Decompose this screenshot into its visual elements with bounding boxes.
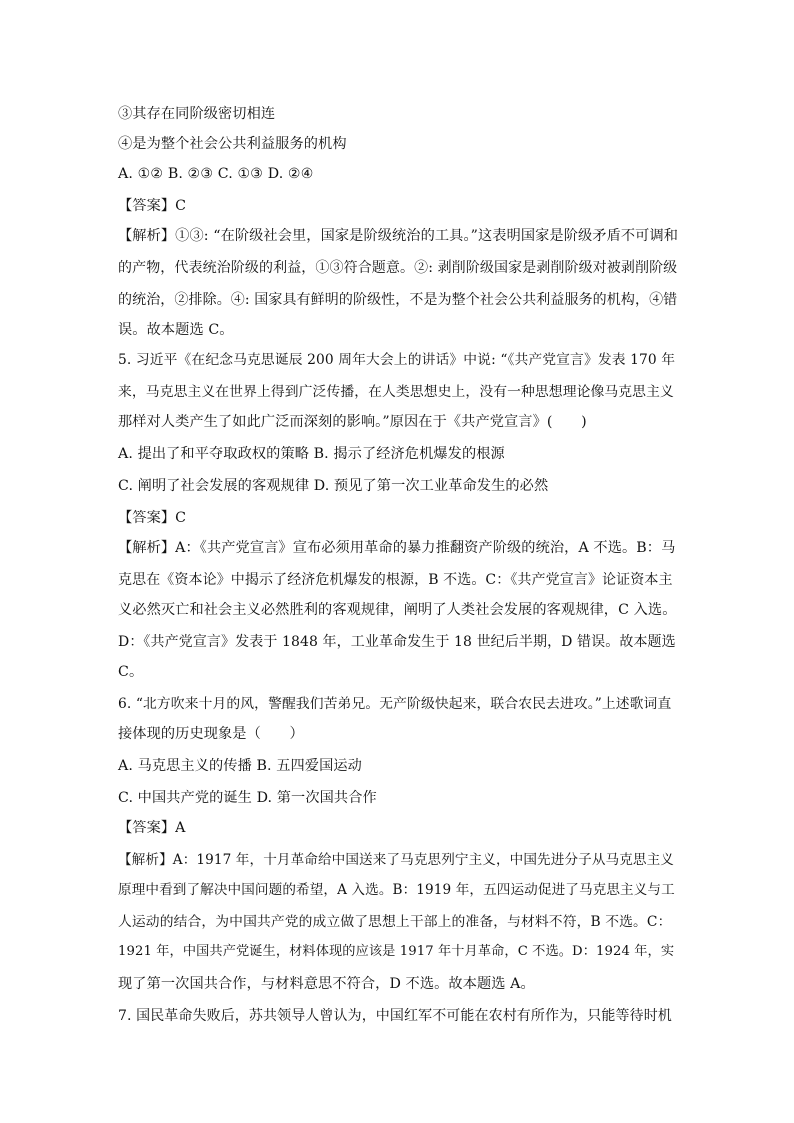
text-line: ③其存在同阶级密切相连	[118, 106, 276, 122]
question-line: 6. “北方吹来十月的风，警醒我们苦弟兄。无产阶级快起来，联合农民去进攻。”上述歌词直	[118, 696, 672, 712]
analysis-line: 人运动的结合，为中国共产党的成立做了思想上干部上的准备，与材料不符，B 不选。C：	[118, 914, 672, 930]
question-line: 接体现的历史现象是（ ）	[118, 726, 304, 742]
analysis-line: 【解析】①③: “在阶级社会里，国家是阶级统治的工具。”这表明国家是阶级矛盾不可调和	[118, 228, 679, 244]
answer-options: C. 中国共产党的诞生 D. 第一次国共合作	[118, 790, 377, 806]
analysis-line: 克思在《资本论》中揭示了经济危机爆发的根源，B 不选。C：《共产党宣言》论证资本主	[118, 572, 673, 588]
answer-options: A. ①② B. ②③ C. ①③ D. ②④	[118, 166, 314, 182]
analysis-line: D：《共产党宣言》发表于 1848 年，工业革命发生于 18 世纪后半期，D 错误。故本题选	[118, 634, 676, 650]
answer-label: 【答案】C	[118, 198, 187, 214]
text-line: ④是为整个社会公共利益服务的机构	[118, 136, 347, 152]
question-line: 来，马克思主义在世界上得到广泛传播，在人类思想史上，没有一种思想理论像马克思主义	[118, 384, 674, 400]
answer-options: A. 提出了和平夺取政权的策略 B. 揭示了经济危机爆发的根源	[118, 446, 505, 462]
question-line: 那样对人类产生了如此广泛而深刻的影响。”原因在于《共产党宣言》( )	[118, 414, 587, 430]
answer-label: 【答案】C	[118, 510, 187, 526]
analysis-line: 的统治，②排除。④: 国家具有鲜明的阶级性，不是为整个社会公共利益服务的机构，④错	[118, 292, 678, 308]
analysis-line: 【解析】A：《共产党宣言》宣布必须用革命的暴力推翻资产阶级的统治，A 不选。B：马	[118, 540, 676, 556]
analysis-line: 误。故本题选 C。	[118, 322, 234, 338]
question-line: 7. 国民革命失败后，苏共领导人曾认为，中国红军不可能在农村有所作为，只能等待时机	[118, 1008, 672, 1024]
answer-options: A. 马克思主义的传播 B. 五四爱国运动	[118, 758, 362, 774]
answer-label: 【答案】A	[118, 820, 186, 836]
question-line: 5. 习近平《在纪念马克思诞辰 200 周年大会上的讲话》中说: “《共产党宣言》发表 170 年	[118, 352, 676, 368]
analysis-line: 义必然灭亡和社会主义必然胜利的客观规律，阐明了人类社会发展的客观规律，C 入选。	[118, 602, 677, 618]
analysis-line: 原理中看到了解决中国问题的希望，A 入选。B：1919 年，五四运动促进了马克思主义与工	[118, 882, 675, 898]
analysis-line: 的产物，代表统治阶级的利益，①③符合题意。②: 剥削阶级国家是剥削阶级对被剥削阶级	[118, 260, 678, 276]
analysis-line: C。	[118, 664, 144, 680]
answer-options: C. 阐明了社会发展的客观规律 D. 预见了第一次工业革命发生的必然	[118, 478, 549, 494]
analysis-line: 【解析】A：1917 年，十月革命给中国送来了马克思列宁主义，中国先进分子从马克思主义	[118, 852, 674, 868]
analysis-line: 现了第一次国共合作，与材料意思不符合，D 不选。故本题选 A。	[118, 976, 535, 992]
analysis-line: 1921 年，中国共产党诞生，材料体现的应该是 1917 年十月革命，C 不选。D：1924 年，实	[118, 944, 675, 959]
